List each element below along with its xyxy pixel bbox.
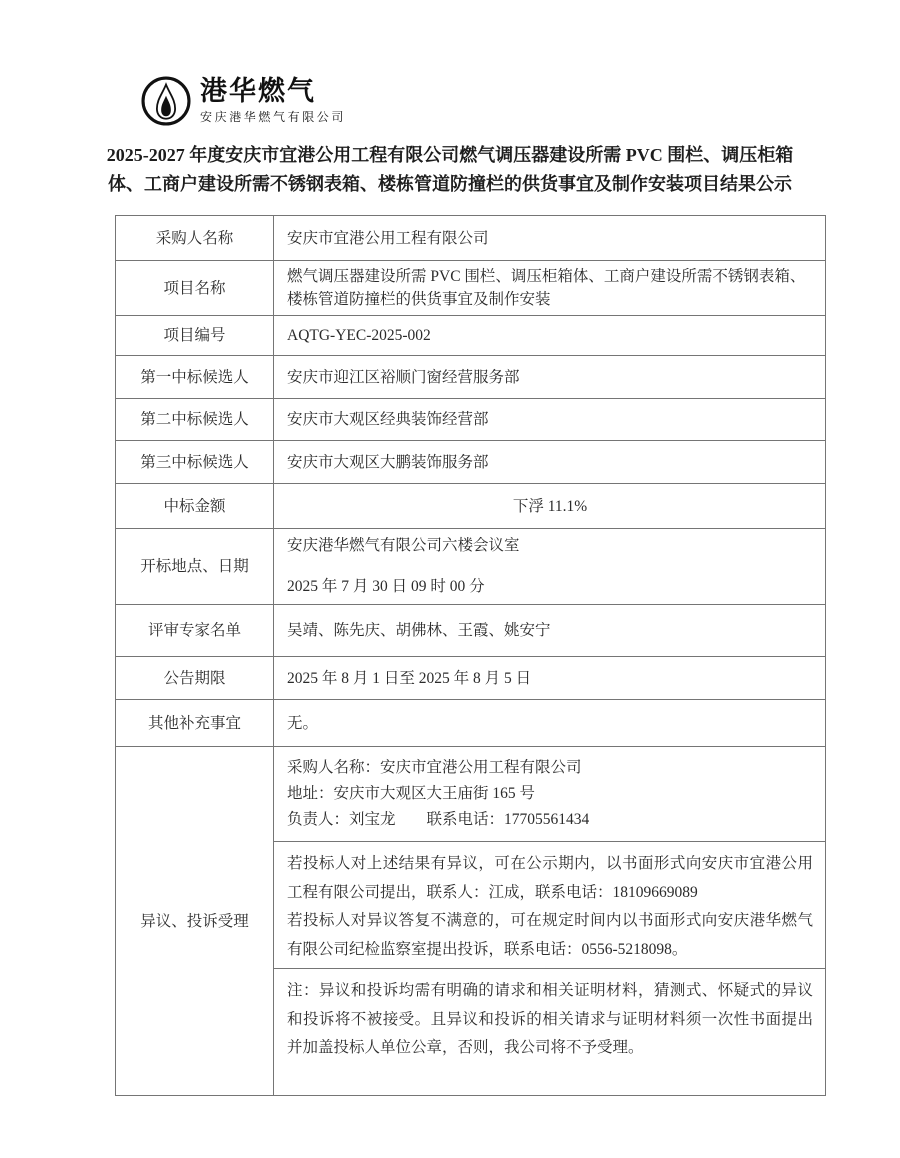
row-value bbox=[274, 529, 826, 605]
title-line-1: 2025-2027 年度安庆市宜港公用工程有限公司燃气调压器建设所需 PVC 围栏、调压柜箱 bbox=[106, 145, 794, 165]
logo-text bbox=[200, 75, 346, 125]
bid-opening-datetime: 2025 年 7 月 30 日 09 时 00 分 bbox=[287, 578, 485, 595]
row-other-matters bbox=[116, 700, 826, 747]
contact-address-line: 地址：安庆市大观区大王庙街 165 号 bbox=[287, 785, 536, 802]
row-purchaser bbox=[116, 216, 826, 261]
row-value: 无。 bbox=[274, 700, 826, 747]
objection-contact-cell bbox=[274, 747, 826, 842]
contact-person-line: 负责人：刘宝龙 联系电话：17705561434 bbox=[287, 811, 590, 828]
row-announcement-period bbox=[116, 657, 826, 700]
objection-paragraph-2: 若投标人对异议答复不满意的，可在规定时间内以书面形式向安庆港华燃气有限公司纪检监察室提出投诉，联系电话：0556-5218098。 bbox=[287, 912, 813, 958]
row-value: 燃气调压器建设所需 PVC 围栏、调压柜箱体、工商户建设所需不锈钢表箱、楼栋管道防撞栏的供货事宜及制作安装 bbox=[274, 261, 826, 316]
row-label: 其他补充事宜 bbox=[116, 700, 274, 747]
notice-table bbox=[115, 215, 826, 1096]
row-label: 第一中标候选人 bbox=[116, 356, 274, 399]
row-expert-list bbox=[116, 605, 826, 657]
row-label: 中标金额 bbox=[116, 484, 274, 529]
row-third-candidate bbox=[116, 441, 826, 484]
row-project-number bbox=[116, 316, 826, 356]
row-label: 开标地点、日期 bbox=[116, 529, 274, 605]
row-value: 安庆市大观区大鹏装饰服务部 bbox=[274, 441, 826, 484]
row-value: 下浮 11.1% bbox=[274, 484, 826, 529]
flame-in-circle-icon bbox=[140, 75, 192, 127]
company-subtitle: 安庆港华燃气有限公司 bbox=[200, 110, 347, 124]
row-label: 公告期限 bbox=[116, 657, 274, 700]
row-value: 安庆市宜港公用工程有限公司 bbox=[274, 216, 826, 261]
objection-note-cell bbox=[274, 969, 826, 1096]
objection-procedure-cell bbox=[274, 842, 826, 969]
row-value: 安庆市迎江区裕顺门窗经营服务部 bbox=[274, 356, 826, 399]
document-title bbox=[60, 141, 840, 199]
title-line-2: 体、工商户建设所需不锈钢表箱、楼栋管道防撞栏的供货事宜及制作安装项目结果公示 bbox=[108, 174, 792, 194]
row-label: 采购人名称 bbox=[116, 216, 274, 261]
company-logo bbox=[140, 75, 346, 127]
row-label: 项目编号 bbox=[116, 316, 274, 356]
row-label: 项目名称 bbox=[116, 261, 274, 316]
row-label-objection: 异议、投诉受理 bbox=[116, 747, 274, 1096]
row-award-amount bbox=[116, 484, 826, 529]
row-label: 评审专家名单 bbox=[116, 605, 274, 657]
row-second-candidate bbox=[116, 399, 826, 441]
objection-paragraph-1: 若投标人对上述结果有异议，可在公示期内，以书面形式向安庆市宜港公用工程有限公司提出，联系人：江成，联系电话：18109669089 bbox=[287, 855, 813, 901]
row-value: AQTG-YEC-2025-002 bbox=[274, 316, 826, 356]
row-value: 2025 年 8 月 1 日至 2025 年 8 月 5 日 bbox=[274, 657, 826, 700]
row-label: 第三中标候选人 bbox=[116, 441, 274, 484]
row-project-name bbox=[116, 261, 826, 316]
row-label: 第二中标候选人 bbox=[116, 399, 274, 441]
bid-opening-place: 安庆港华燃气有限公司六楼会议室 bbox=[287, 537, 520, 554]
row-bid-opening bbox=[116, 529, 826, 605]
row-first-candidate bbox=[116, 356, 826, 399]
row-objection-contact bbox=[116, 747, 826, 842]
note-paragraph: 注：异议和投诉均需有明确的请求和相关证明材料，猜测式、怀疑式的异议和投诉将不被接受。且异议和投诉的相关请求与证明材料须一次性书面提出并加盖投标人单位公章，否则，我公司将不予受理。 bbox=[287, 982, 813, 1056]
brand-name: 港华燃气 bbox=[200, 76, 316, 106]
row-value: 安庆市大观区经典装饰经营部 bbox=[274, 399, 826, 441]
contact-purchaser-line: 采购人名称：安庆市宜港公用工程有限公司 bbox=[287, 759, 582, 776]
row-value: 吴靖、陈先庆、胡佛林、王霞、姚安宁 bbox=[274, 605, 826, 657]
